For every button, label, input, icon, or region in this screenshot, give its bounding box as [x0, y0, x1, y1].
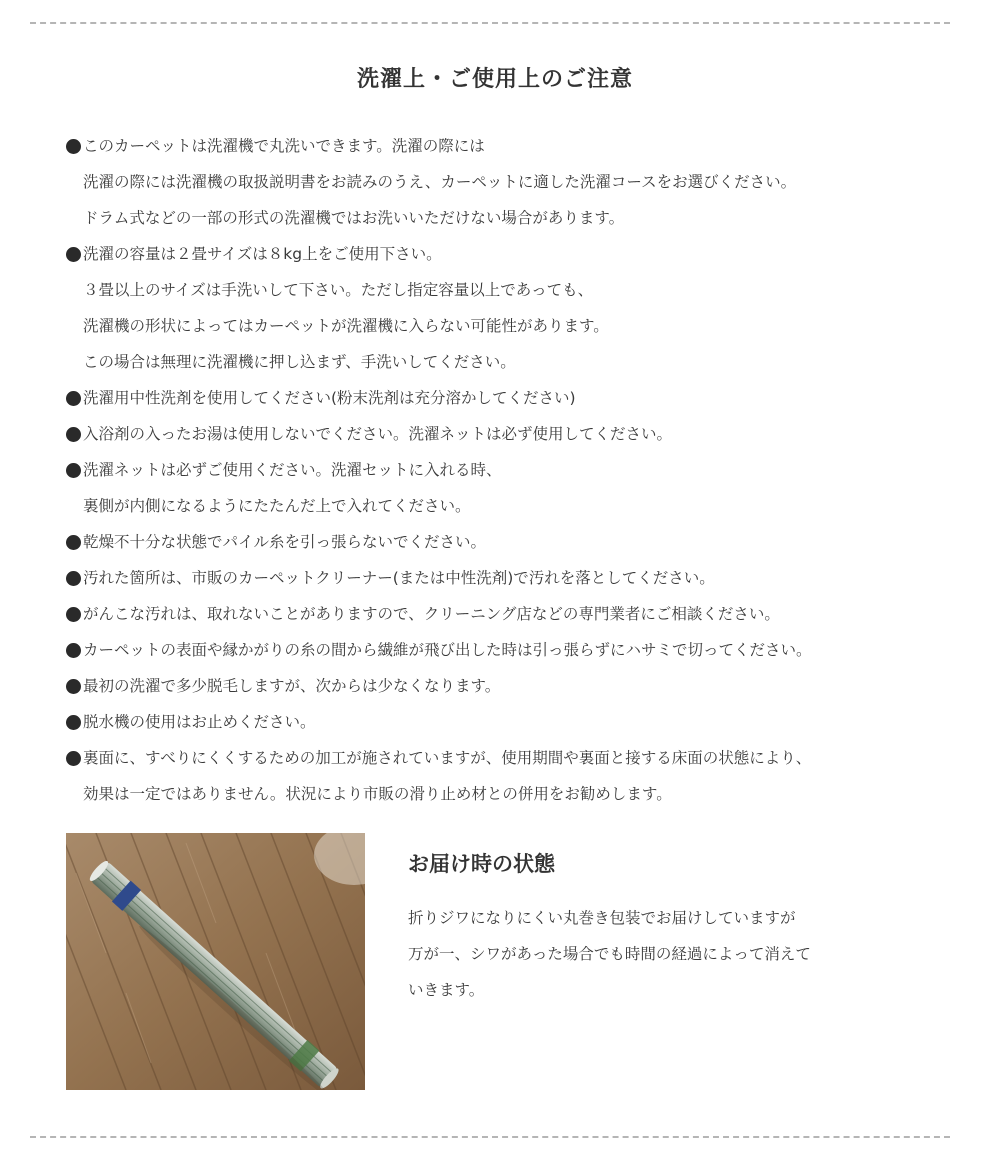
bullet-icon	[66, 535, 81, 550]
note-text: 洗濯ネットは必ずご使用ください。洗濯セットに入れる時、	[83, 461, 502, 479]
note-line	[66, 200, 946, 236]
bullet-icon	[66, 571, 81, 586]
rolled-carpet-photo	[66, 833, 365, 1090]
top-divider	[30, 22, 950, 24]
note-text: 洗濯の際には洗濯機の取扱説明書をお読みのうえ、カーペットに適した洗濯コースをお選びください。	[83, 173, 797, 191]
note-line	[66, 704, 946, 740]
note-text: 洗濯の容量は２畳サイズは８kg上をご使用下さい。	[83, 245, 442, 263]
note-text: 入浴剤の入ったお湯は使用しないでください。洗濯ネットは必ず使用してください。	[83, 425, 673, 443]
bullet-icon	[66, 643, 81, 658]
note-line	[66, 776, 946, 812]
note-line	[66, 416, 946, 452]
note-line	[66, 668, 946, 704]
note-line	[66, 740, 946, 776]
note-text: 効果は一定ではありません。状況により市販の滑り止め材との併用をお勧めします。	[83, 785, 672, 803]
note-line	[66, 488, 946, 524]
note-line	[66, 308, 946, 344]
bullet-icon	[66, 427, 81, 442]
note-line	[66, 272, 946, 308]
note-line	[66, 632, 946, 668]
note-line	[66, 128, 946, 164]
note-line	[66, 380, 946, 416]
note-line	[66, 344, 946, 380]
bullet-icon	[66, 139, 81, 154]
note-text: 汚れた箇所は、市販のカーペットクリーナー(または中性洗剤)で汚れを落としてください。	[83, 569, 715, 587]
note-text: 最初の洗濯で多少脱毛しますが、次からは少なくなります。	[83, 677, 501, 695]
bullet-icon	[66, 715, 81, 730]
note-text: このカーペットは洗濯機で丸洗いできます。洗濯の際には	[83, 137, 485, 155]
note-line	[66, 524, 946, 560]
delivery-line: 折りジワになりにくい丸巻き包装でお届けしていますが	[408, 909, 796, 927]
care-notes-list	[66, 128, 946, 812]
note-text: 乾燥不十分な状態でパイル糸を引っ張らないでください。	[83, 533, 487, 551]
bullet-icon	[66, 751, 81, 766]
note-line	[66, 452, 946, 488]
bullet-icon	[66, 607, 81, 622]
bottom-divider	[30, 1136, 950, 1138]
note-text: 裏面に、すべりにくくするための加工が施されていますが、使用期間や裏面と接する床面の状態により、	[83, 749, 812, 767]
note-line	[66, 236, 946, 272]
note-line	[66, 596, 946, 632]
note-text: カーペットの表面や縁かがりの糸の間から繊維が飛び出した時は引っ張らずにハサミで切ってください。	[83, 641, 812, 659]
note-text: この場合は無理に洗濯機に押し込まず、手洗いしてください。	[83, 353, 516, 371]
delivery-line: いきます。	[408, 981, 485, 999]
note-text: ドラム式などの一部の形式の洗濯機ではお洗いいただけない場合があります。	[83, 209, 625, 227]
note-text: 洗濯用中性洗剤を使用してください(粉末洗剤は充分溶かしてください)	[83, 389, 576, 407]
note-line	[66, 560, 946, 596]
delivery-line: 万が一、シワがあった場合でも時間の経過によって消えて	[408, 945, 811, 963]
bullet-icon	[66, 463, 81, 478]
page-title: 洗濯上・ご使用上のご注意	[356, 67, 633, 92]
bullet-icon	[66, 679, 81, 694]
note-text: 裏側が内側になるようにたたんだ上で入れてください。	[83, 497, 471, 515]
note-text: がんこな汚れは、取れないことがありますので、クリーニング店などの専門業者にご相談ください。	[83, 605, 780, 623]
delivery-description	[408, 900, 968, 1008]
note-line	[66, 164, 946, 200]
bullet-icon	[66, 391, 81, 406]
bullet-icon	[66, 247, 81, 262]
note-text: 脱水機の使用はお止めください。	[83, 713, 316, 731]
note-text: 洗濯機の形状によってはカーペットが洗濯機に入らない可能性があります。	[83, 317, 609, 335]
note-text: ３畳以上のサイズは手洗いして下さい。ただし指定容量以上であっても、	[83, 281, 594, 299]
delivery-title: お届け時の状態	[408, 852, 555, 876]
